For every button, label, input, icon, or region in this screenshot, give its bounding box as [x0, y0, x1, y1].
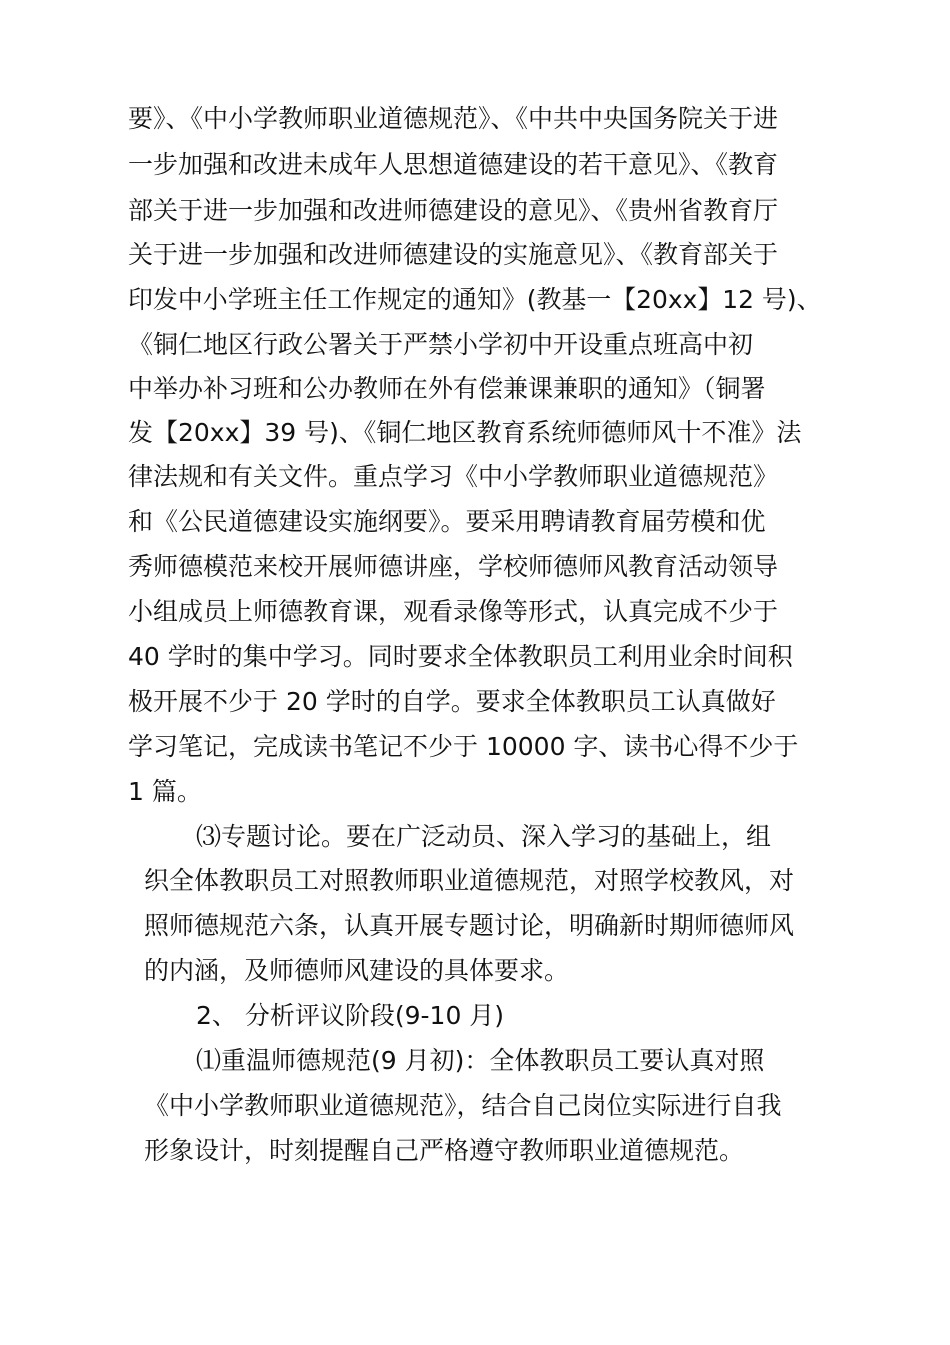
- text-line: 秀师德模范来校开展师德讲座，学校师德师风教育活动领导: [128, 552, 779, 581]
- text-line: 一步加强和改进未成年人思想道德建设的若干意见》、《教育: [128, 150, 779, 179]
- text-line: 要》、《中小学教师职业道德规范》、《中共中央国务院关于进: [128, 104, 779, 133]
- text-line: 学习笔记，完成读书笔记不少于 10000 字、读书心得不少于: [128, 732, 799, 761]
- text-line: 中举办补习班和公办教师在外有偿兼课兼职的通知》（铜署: [128, 374, 766, 403]
- text-line: 和《公民道德建设实施纲要》。要采用聘请教育届劳模和优: [128, 507, 766, 536]
- text-line: ⑶专题讨论。要在广泛动员、深入学习的基础上，组: [196, 822, 772, 851]
- text-line: 照师德规范六条，认真开展专题讨论，明确新时期师德师风: [144, 911, 795, 940]
- text-line: 部关于进一步加强和改进师德建设的意见》、《贵州省教育厅: [128, 196, 779, 225]
- text-line: 印发中小学班主任工作规定的通知》(教基一【20xx】12 号)、: [128, 285, 822, 314]
- text-line: 极开展不少于 20 学时的自学。要求全体教职员工认真做好: [128, 687, 776, 716]
- text-line: ⑴重温师德规范(9 月初)：全体教职员工要认真对照: [196, 1046, 765, 1075]
- text-line: 发【20xx】39 号)、《铜仁地区教育系统师德师风十不准》法: [128, 418, 802, 447]
- text-line: 律法规和有关文件。重点学习《中小学教师职业道德规范》: [128, 462, 779, 491]
- text-line: 40 学时的集中学习。同时要求全体教职员工利用业余时间积: [128, 642, 793, 671]
- text-line: 《中小学教师职业道德规范》，结合自己岗位实际进行自我: [144, 1091, 782, 1120]
- text-line: 小组成员上师德教育课，观看录像等形式，认真完成不少于: [128, 597, 779, 626]
- text-line: 《铜仁地区行政公署关于严禁小学初中开设重点班高中初: [128, 330, 754, 359]
- text-line: 关于进一步加强和改进师德建设的实施意见》、《教育部关于: [128, 240, 779, 269]
- text-line: 1 篇。: [128, 777, 202, 806]
- text-line: 的内涵，及师德师风建设的具体要求。: [144, 956, 570, 985]
- section-heading: 2、 分析评议阶段(9-10 月): [196, 1001, 505, 1030]
- text-line: 织全体教职员工对照教师职业道德规范，对照学校教风，对: [144, 866, 795, 895]
- text-line: 形象设计，时刻提醒自己严格遵守教师职业道德规范。: [144, 1136, 745, 1165]
